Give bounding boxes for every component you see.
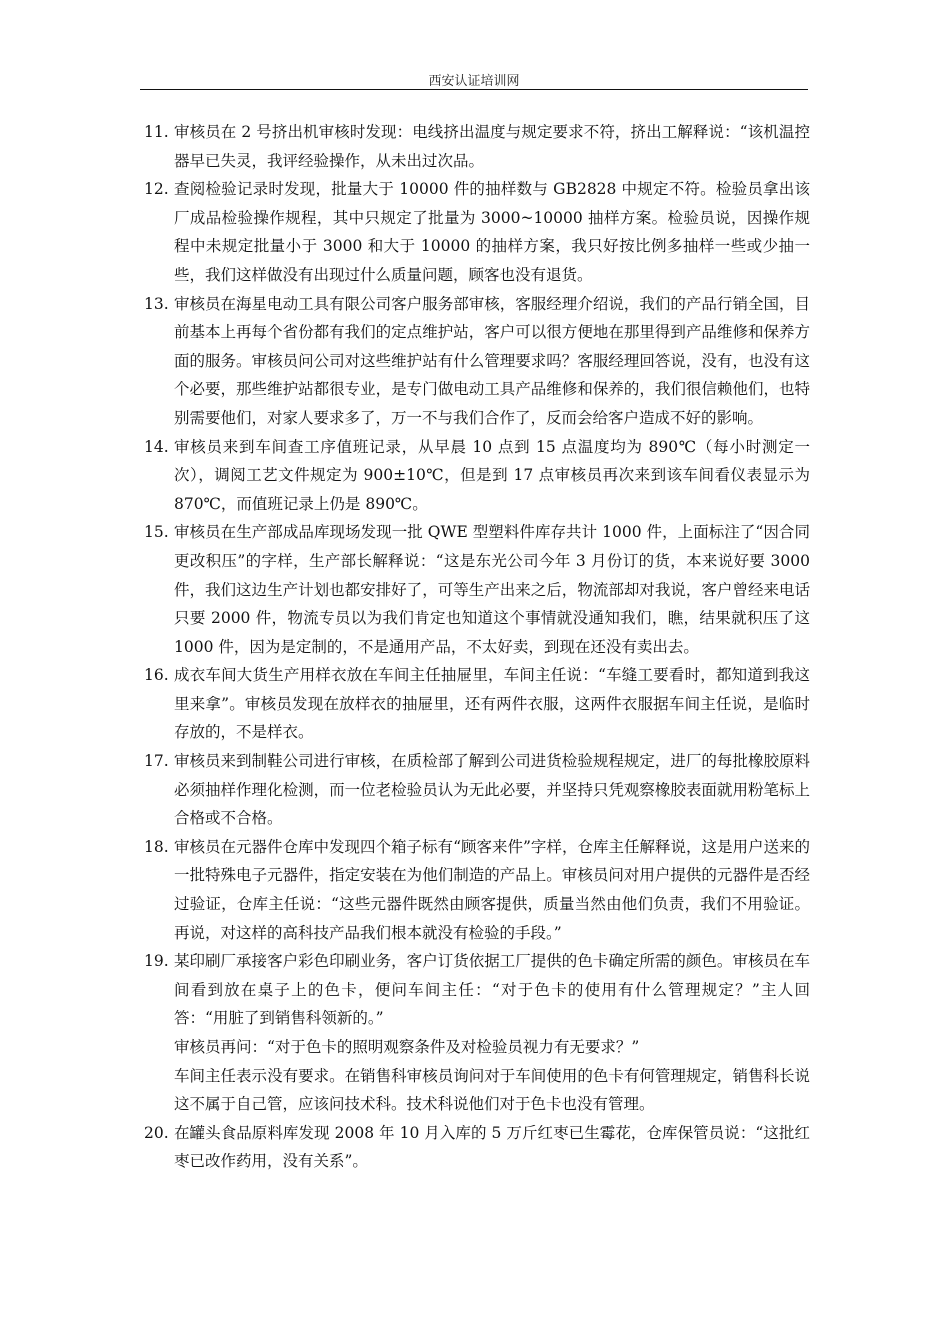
- item-text: 审核员来到制鞋公司进行审核，在质检部了解到公司进货检验规程规定，进厂的每批橡胶原料必须抽样作理化检测，而一位老检验员认为无此必要，并坚持只凭观察橡胶表面就用粉笔标上合格或不合格。: [174, 752, 810, 828]
- item-number: 17.: [144, 752, 169, 771]
- list-item: [140, 1119, 810, 1176]
- item-number: 16.: [144, 666, 169, 685]
- list-item: [140, 833, 810, 947]
- item-number: 20.: [144, 1123, 169, 1142]
- item-continuation: 审核员再问：“对于色卡的照明观察条件及对检验员视力有无要求？”: [174, 1038, 640, 1056]
- list-item: [140, 518, 810, 661]
- item-number: 19.: [144, 952, 169, 971]
- item-text: 审核员在海星电动工具有限公司客户服务部审核，客服经理介绍说，我们的产品行销全国，目前基本上再每个省份都有我们的定点维护站，客户可以很方便地在那里得到产品维修和保养方面的服务。审核员问公司对这些维护站有什么管理要求吗？客服经理回答说，没有，也没有这个必要，那些维护站都很专业，是专门做电动工具产品维修和保养的，我们很信赖他们，也特别需要他们，对家人要求多了，万一不与我们合作了，反而会给客户造成不好的影响。: [174, 294, 810, 427]
- item-number: 14.: [144, 437, 169, 456]
- item-number: 18.: [144, 837, 169, 856]
- list-item: [140, 175, 810, 289]
- item-continuation: 车间主任表示没有要求。在销售科审核员询问对于车间使用的色卡有何管理规定，销售科长说这不属于自己管，应该问技术科。技术科说他们对于色卡也没有管理。: [174, 1066, 810, 1114]
- item-number: 15.: [144, 523, 169, 542]
- item-text: 审核员在 2 号挤出机审核时发现：电线挤出温度与规定要求不符，挤出工解释说：“该机温控器早已失灵，我评经验操作，从未出过次品。: [174, 123, 810, 170]
- list-item: [140, 290, 810, 433]
- item-text: 审核员在元器件仓库中发现四个箱子标有“顾客来件”字样，仓库主任解释说，这是用户送来的一批特殊电子元器件，指定安装在为他们制造的产品上。审核员问对用户提供的元器件是否经过验证，仓库主任说：“这些元器件既然由顾客提供，质量当然由他们负责，我们不用验证。再说，对这样的高科技产品我们根本就没有检验的手段。”: [174, 837, 810, 942]
- item-number: 12.: [144, 180, 169, 199]
- item-text: 某印刷厂承接客户彩色印刷业务，客户订货依据工厂提供的色卡确定所需的颜色。审核员在车间看到放在桌子上的色卡，便问车间主任：“对于色卡的使用有什么管理规定？”主人回答：“用脏了到销售科领新的。”: [174, 952, 810, 1028]
- item-text: 成衣车间大货生产用样衣放在车间主任抽屉里，车间主任说：“车缝工要看时，都知道到我这里来拿”。审核员发现在放样衣的抽屉里，还有两件衣服，这两件衣服据车间主任说，是临时存放的，不是样衣。: [174, 666, 810, 742]
- header-divider: [140, 89, 808, 90]
- item-text: 查阅检验记录时发现，批量大于 10000 件的抽样数与 GB2828 中规定不符。检验员拿出该厂成品检验操作规程，其中只规定了批量为 3000~10000 抽样方案。检验员说，因操作规程中未规定批量小于 3000 和大于 10000 的抽样方案，我只好按比例多抽样一些或少抽一些，我们这样做没有出现过什么质量问题，顾客也没有退货。: [174, 180, 810, 284]
- list-item: [140, 947, 810, 1033]
- list-item: [140, 747, 810, 833]
- item-number: 11.: [144, 123, 169, 141]
- list-item: [140, 433, 810, 519]
- document-body: [140, 118, 810, 1176]
- list-item: [140, 118, 810, 175]
- list-item: [140, 661, 810, 747]
- item-number: 13.: [144, 294, 169, 313]
- item-text: 审核员在生产部成品库现场发现一批 QWE 型塑料件库存共计 1000 件，上面标注了“因合同更改积压”的字样，生产部长解释说：“这是东光公司今年 3 月份订的货，本来说好要 3000 件，我们这边生产计划也都安排好了，可等生产出来之后，物流部却对我说，客户曾经来电话只要 2000 件，物流专员以为我们肯定也知道这个事情就没通知我们，瞧，结果就积压了这 1000 件，因为是定制的，不是通用产品，不太好卖，到现在还没有卖出去。: [174, 523, 810, 656]
- item-text: 在罐头食品原料库发现 2008 年 10 月入库的 5 万斤红枣已生霉花，仓库保管员说：“这批红枣已改作药用，没有关系”。: [174, 1123, 810, 1171]
- item-text: 审核员来到车间查工序值班记录，从早晨 10 点到 15 点温度均为 890℃（每小时测定一次），调阅工艺文件规定为 900±10℃，但是到 17 点审核员再次来到该车间看仪表显示为 870℃，而值班记录上仍是 890℃。: [174, 437, 810, 513]
- page-header: 西安认证培训网: [428, 74, 520, 89]
